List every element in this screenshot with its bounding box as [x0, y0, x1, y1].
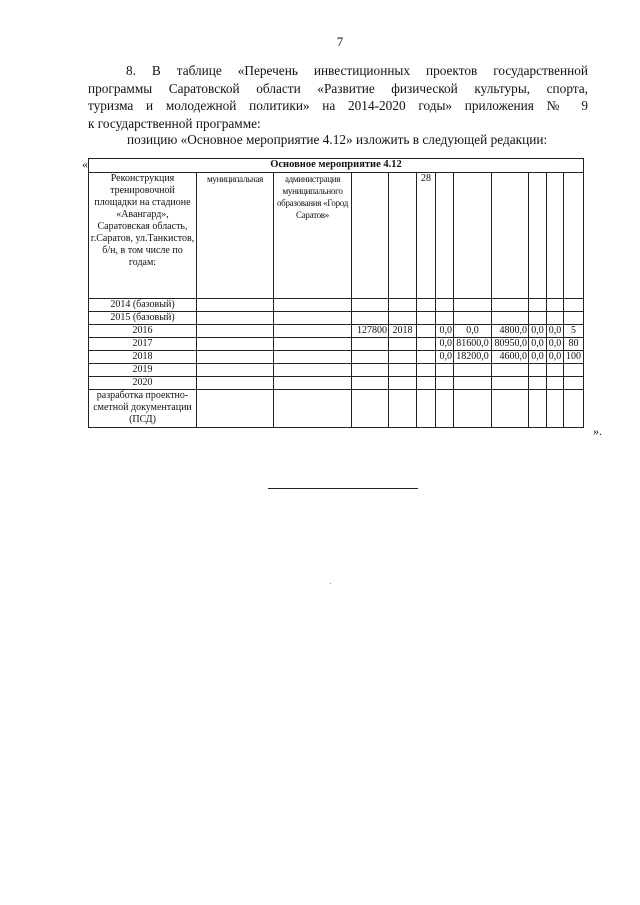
empty-cell	[417, 377, 436, 390]
value-cell	[454, 312, 492, 325]
value-cell: 18200,0	[454, 351, 492, 364]
value-cell	[454, 377, 492, 390]
value-cell	[529, 377, 547, 390]
table-header: Основное мероприятие 4.12	[89, 159, 584, 173]
empty-cell	[274, 299, 352, 312]
separator-line	[268, 488, 418, 489]
open-quote: «	[82, 157, 88, 171]
table-row	[89, 312, 584, 325]
empty-cell	[564, 390, 584, 428]
empty-cell	[492, 390, 529, 428]
year-rows	[89, 299, 584, 390]
value-cell: 0,0	[436, 351, 454, 364]
investment-table	[88, 158, 584, 428]
completion-year-cell	[389, 338, 417, 351]
empty-cell	[197, 377, 274, 390]
value-cell: 0,0	[454, 325, 492, 338]
capacity-value-cell	[352, 312, 389, 325]
table-row	[89, 325, 584, 338]
value-cell	[564, 312, 584, 325]
paragraph-8-line-3: туризма и молодежной политики» на 2014-2020 годы» приложения № 9	[88, 98, 588, 113]
value-cell: 0,0	[436, 338, 454, 351]
capacity-value-cell	[352, 299, 389, 312]
value-cell	[547, 364, 564, 377]
paragraph-position: позицию «Основное мероприятие 4.12» изложить в следующей редакции:	[127, 132, 548, 147]
value-cell	[547, 299, 564, 312]
value-cell	[436, 312, 454, 325]
empty-cell	[389, 390, 417, 428]
paragraph-8-line-1: 8. В таблице «Перечень инвестиционных проектов государственной	[126, 63, 588, 78]
paragraph-8-line-2: программы Саратовской области «Развитие физической культуры, спорта,	[88, 80, 588, 96]
empty-cell	[274, 325, 352, 338]
value-cell: 0,0	[547, 338, 564, 351]
empty-cell	[529, 173, 547, 299]
ownership-cell: муниципальная	[197, 173, 274, 299]
value-cell	[529, 312, 547, 325]
completion-year-cell	[389, 351, 417, 364]
completion-year-cell	[389, 377, 417, 390]
empty-cell	[417, 325, 436, 338]
capacity-value-cell	[352, 351, 389, 364]
capacity-value-cell: 127800	[352, 325, 389, 338]
value-cell	[492, 377, 529, 390]
empty-cell	[274, 377, 352, 390]
value-cell: 81600,0	[454, 338, 492, 351]
empty-cell	[197, 325, 274, 338]
empty-cell	[197, 312, 274, 325]
value-cell	[436, 364, 454, 377]
value-cell	[547, 312, 564, 325]
value-cell: 80	[564, 338, 584, 351]
empty-cell	[197, 351, 274, 364]
value-cell	[547, 377, 564, 390]
value-cell: 5	[564, 325, 584, 338]
empty-cell	[197, 390, 274, 428]
year-label-cell: 2014 (базовый)	[89, 299, 197, 312]
value-cell	[436, 299, 454, 312]
empty-cell	[352, 390, 389, 428]
empty-cell	[436, 390, 454, 428]
year-label-cell: 2015 (базовый)	[89, 312, 197, 325]
value-cell	[529, 364, 547, 377]
empty-cell	[417, 312, 436, 325]
value-cell: 4600,0	[492, 351, 529, 364]
psd-label-cell: разработка проектно-сметной документации (ПСД)	[89, 390, 197, 428]
table-row	[89, 351, 584, 364]
customer-cell: администрация муниципального образования «Город Саратов»	[274, 173, 352, 299]
paragraph-8-line-4: к государственной программе:	[88, 115, 261, 131]
value-cell: 0,0	[436, 325, 454, 338]
table-row	[89, 338, 584, 351]
empty-cell	[547, 390, 564, 428]
value-cell	[454, 364, 492, 377]
empty-cell	[454, 390, 492, 428]
paragraph-8	[88, 62, 588, 132]
year-cell	[389, 173, 417, 299]
empty-cell	[274, 390, 352, 428]
value-cell: 0,0	[547, 351, 564, 364]
value-cell	[454, 299, 492, 312]
project-name-cell: Реконструкция тренировочной площадки на стадионе «Авангард», Саратовская область, г.Саратов, ул.Танкистов, б/н, в том числе по годам:	[89, 173, 197, 299]
empty-cell	[529, 390, 547, 428]
empty-cell	[274, 351, 352, 364]
scan-dot	[330, 583, 331, 584]
capacity-value-cell	[352, 338, 389, 351]
empty-cell	[564, 173, 584, 299]
empty-cell	[197, 338, 274, 351]
value-cell	[564, 299, 584, 312]
empty-cell	[417, 364, 436, 377]
empty-cell	[454, 173, 492, 299]
completion-year-cell	[389, 312, 417, 325]
empty-cell	[197, 299, 274, 312]
value-cell: 0,0	[529, 325, 547, 338]
empty-cell	[197, 364, 274, 377]
value-cell	[529, 299, 547, 312]
value-cell: 0,0	[529, 338, 547, 351]
value-cell	[564, 364, 584, 377]
empty-cell	[417, 390, 436, 428]
value-cell	[492, 299, 529, 312]
value-cell: 4800,0	[492, 325, 529, 338]
capacity-value-cell	[352, 364, 389, 377]
value-cell: 100	[564, 351, 584, 364]
table-row	[89, 299, 584, 312]
capacity-cell	[352, 173, 389, 299]
capacity-value-cell	[352, 377, 389, 390]
year-label-cell: 2018	[89, 351, 197, 364]
completion-year-cell	[389, 364, 417, 377]
value-cell	[436, 377, 454, 390]
empty-cell	[417, 351, 436, 364]
page-number: 7	[336, 34, 344, 49]
completion-year-cell: 2018	[389, 325, 417, 338]
close-quote: ».	[593, 424, 602, 438]
value-cell	[564, 377, 584, 390]
empty-cell	[492, 173, 529, 299]
empty-cell	[417, 338, 436, 351]
value-cell: 80950,0	[492, 338, 529, 351]
value-cell: 0,0	[547, 325, 564, 338]
year-label-cell: 2019	[89, 364, 197, 377]
table-row	[89, 364, 584, 377]
project-number-cell: 28	[417, 173, 436, 299]
empty-cell	[417, 299, 436, 312]
year-label-cell: 2017	[89, 338, 197, 351]
table-row	[89, 377, 584, 390]
value-cell	[492, 364, 529, 377]
year-label-cell: 2016	[89, 325, 197, 338]
empty-cell	[274, 338, 352, 351]
completion-year-cell	[389, 299, 417, 312]
empty-cell	[436, 173, 454, 299]
value-cell: 0,0	[529, 351, 547, 364]
empty-cell	[274, 312, 352, 325]
empty-cell	[274, 364, 352, 377]
empty-cell	[547, 173, 564, 299]
value-cell	[492, 312, 529, 325]
year-label-cell: 2020	[89, 377, 197, 390]
